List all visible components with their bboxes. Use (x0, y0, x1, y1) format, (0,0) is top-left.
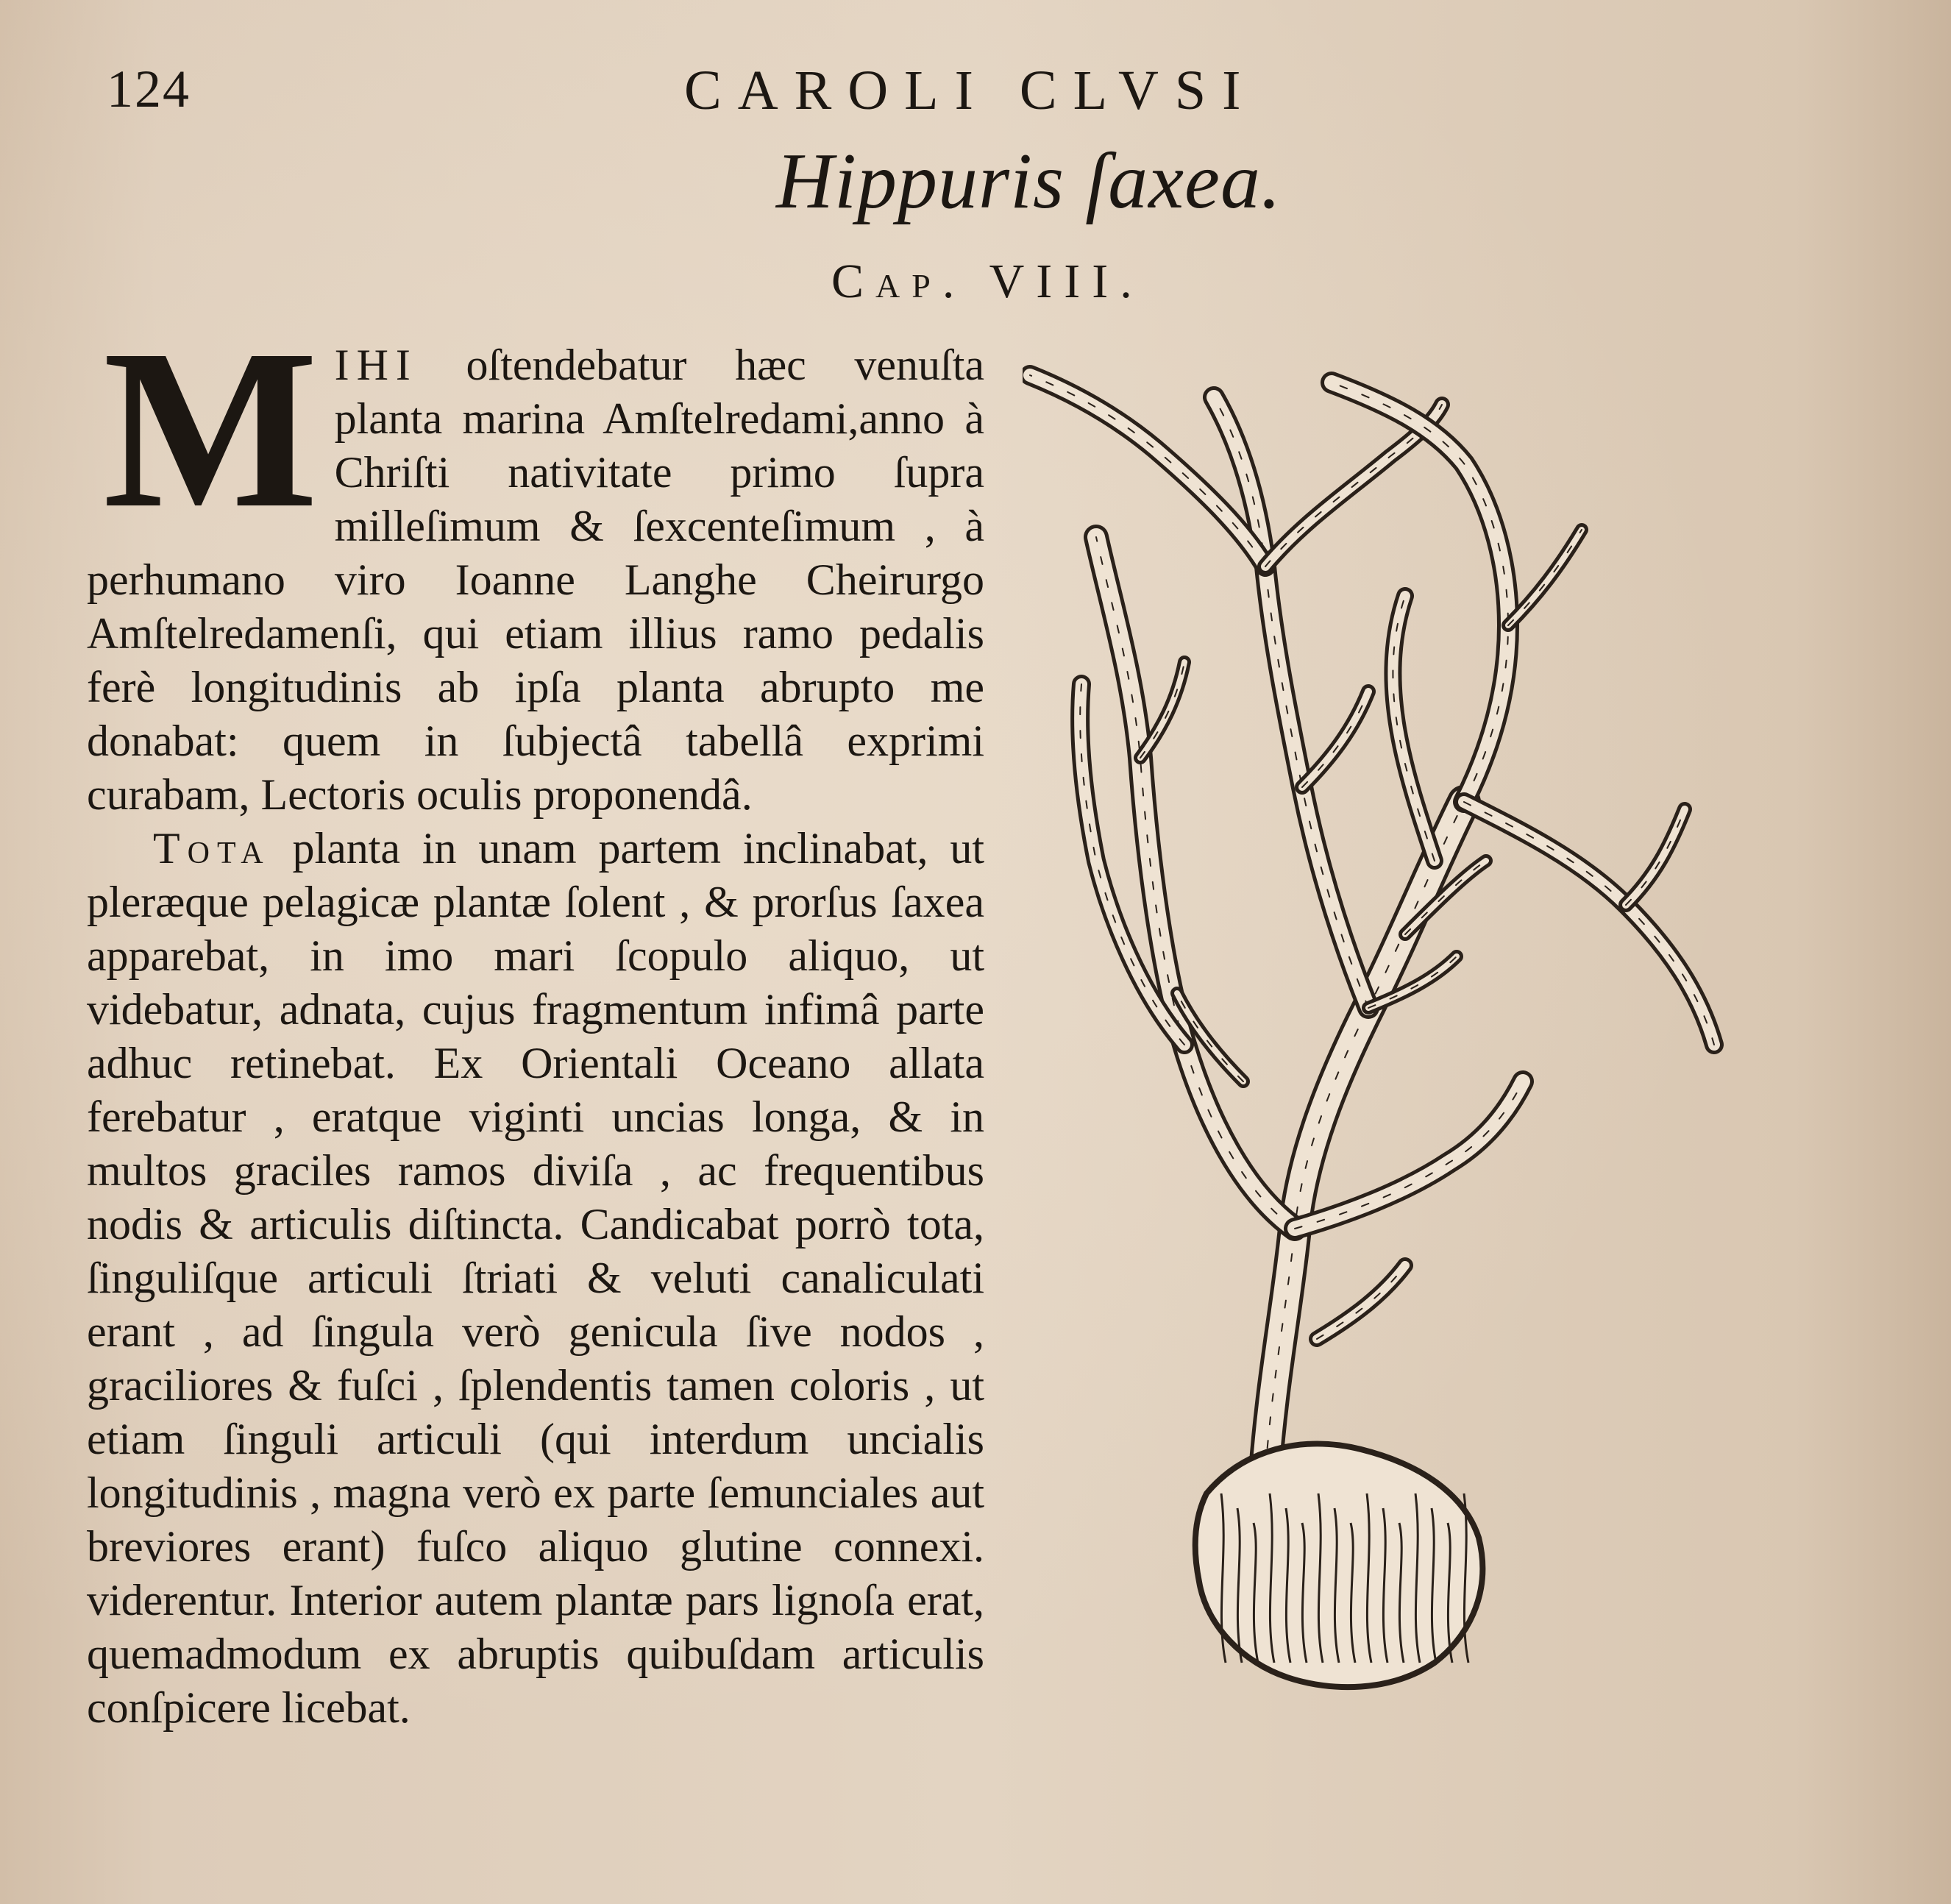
page-number: 124 (107, 60, 191, 118)
coral-branches (1030, 375, 1714, 1471)
paragraph-2-text: planta in unam partem inclinabat, ut pleræque pelagicæ plantæ ſolent , & prorſus ſaxea apparebat, in imo mari ſcopulo aliquo, ut videbatur, adnata, cujus fragmentum infimâ parte adhuc retinebat. Ex Orientali Oceano allata ferebatur , eratque viginti uncias longa, & in multos graciles ramos diviſa , ac frequentibus nodis & articulis diſtincta. Candicabat porrò tota, ſinguliſque articuli ſtriati & veluti canaliculati erant , ad ſingula verò genicula ſive nodos , graciliores & fuſci , ſplendentis tamen coloris , ut etiam ſinguli articuli (qui interdum uncialis longitudinis , magna verò ex parte ſemunciales aut breviores erant) fuſco aliquo glutine connexi. viderentur. Interior autem plantæ pars lignoſa erat, quemadmodum ex abruptis quibuſdam articulis conſpicere licebat. (87, 824, 984, 1732)
coral-rock-base (1195, 1444, 1483, 1688)
running-head: CAROLI CLVSI (684, 60, 1257, 121)
page-header (0, 51, 1951, 132)
paragraph-1-lead-in: IHI (334, 341, 418, 389)
coral-branch-outline (1030, 375, 1265, 566)
chapter-number: Cap. VIII. (831, 255, 1144, 308)
coral-illustration (1023, 346, 1817, 1847)
drop-cap: M (103, 303, 319, 555)
coral-branch-fill (1030, 375, 1265, 566)
paragraph-1-text: oſtendebatur hæc venuſta planta marina Amſtelredami,anno à Chriſti nativitate primo ſupra milleſimum & ſexcenteſimum , à perhumano viro Ioanne Langhe Cheirurgo Amſtelredamenſi, qui etiam illius ramo pedalis ferè longitudinis ab ipſa planta abrupto me donabat: quem in ſubjectâ tabellâ exprimi curabam, Lectoris oculis proponendâ. (87, 341, 984, 819)
body-text (87, 303, 984, 1735)
coral-branch-joints (1030, 375, 1265, 566)
coral-branch-outline (1332, 383, 1508, 802)
coral-woodcut-figure (1023, 346, 1817, 1847)
paragraph-1 (87, 303, 984, 822)
paragraph-2-lead-in: Tota (153, 824, 271, 873)
paragraph-2 (87, 822, 984, 1735)
chapter-title: Hippuris ſaxea. (776, 138, 1282, 225)
